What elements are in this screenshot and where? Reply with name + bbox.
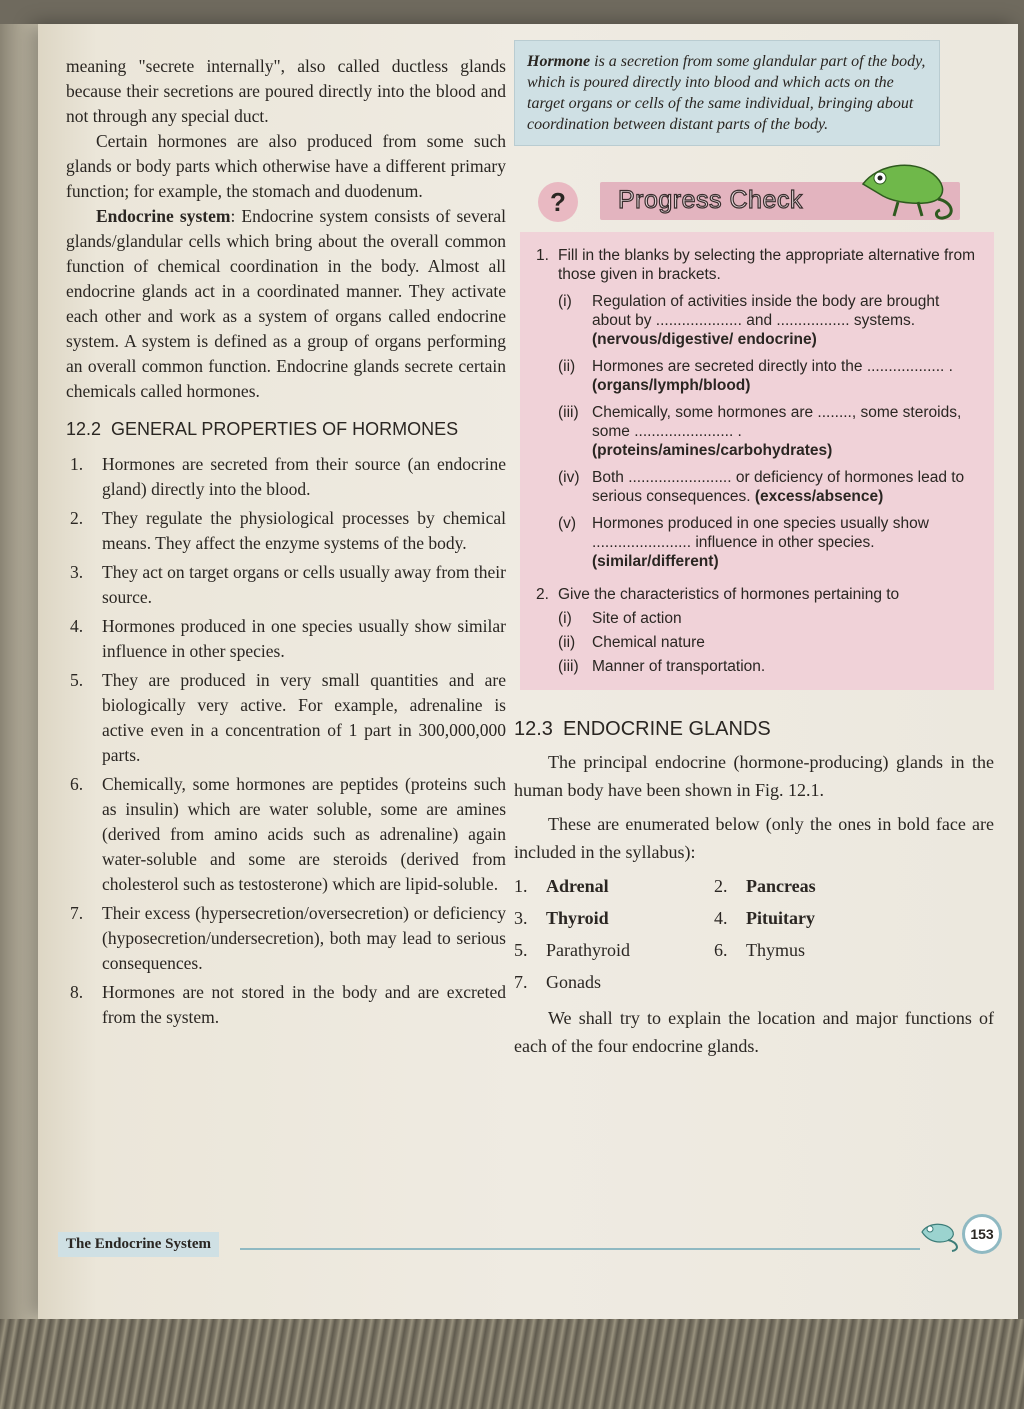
gland-name: Thyroid bbox=[546, 908, 609, 928]
gland-number: 3. bbox=[514, 908, 528, 928]
blank-item-choices: (similar/different) bbox=[592, 553, 719, 570]
properties-list bbox=[66, 452, 506, 1030]
question-2-number: 2. bbox=[536, 586, 549, 603]
gland-item bbox=[714, 936, 914, 964]
question-mark-icon: ? bbox=[538, 182, 578, 222]
gland-item bbox=[514, 904, 714, 932]
property-number: 4. bbox=[70, 616, 84, 636]
right-column bbox=[514, 40, 994, 1060]
characteristic-text: Site of action bbox=[592, 610, 682, 627]
blank-item-text: Hormones are secreted directly into the .................. . bbox=[592, 358, 953, 375]
progress-check-header bbox=[514, 174, 994, 232]
property-text: They regulate the physiological processes by chemical means. They affect the enzyme systems of the body. bbox=[102, 508, 506, 553]
property-text: They act on target organs or cells usually away from their source. bbox=[102, 562, 506, 607]
blank-item bbox=[536, 403, 980, 460]
footer-rule bbox=[240, 1248, 920, 1250]
characteristic-item bbox=[558, 633, 980, 652]
property-text: Hormones are secreted from their source (an endocrine gland) directly into the blood. bbox=[102, 454, 506, 499]
definition-text: is a secretion from some glandular part of the body, which is poured directly into blood and which acts on the target organs or cells of the same individual, bringing about coordination between distant parts of the body. bbox=[527, 53, 926, 133]
gland-name: Adrenal bbox=[546, 876, 609, 896]
gland-name: Gonads bbox=[546, 972, 601, 992]
question-2 bbox=[536, 585, 980, 604]
page-edges-below bbox=[0, 1319, 1024, 1409]
section-title: GENERAL PROPERTIES OF HORMONES bbox=[111, 419, 459, 439]
blank-item-text: Regulation of activities inside the body are brought about by .................... and ................. systems. bbox=[592, 293, 940, 329]
property-number: 1. bbox=[70, 454, 84, 474]
question-2-text: Give the characteristics of hormones pertaining to bbox=[558, 586, 900, 603]
blank-item-number: (iii) bbox=[558, 404, 579, 421]
property-item bbox=[66, 614, 506, 664]
hormone-definition-box bbox=[514, 40, 940, 146]
blank-item bbox=[536, 514, 980, 571]
question-1 bbox=[536, 246, 980, 284]
left-column bbox=[66, 54, 506, 1034]
blank-item-choices: (excess/absence) bbox=[754, 488, 884, 505]
blank-item-body bbox=[592, 514, 980, 571]
property-text: Hormones are not stored in the body and are excreted from the system. bbox=[102, 982, 506, 1027]
gland-item bbox=[714, 904, 914, 932]
blank-item-choices: (organs/lymph/blood) bbox=[592, 377, 751, 394]
gland-number: 7. bbox=[514, 972, 528, 992]
question-1-items bbox=[536, 292, 980, 571]
endocrine-system-paragraph bbox=[66, 204, 506, 404]
gland-item bbox=[714, 872, 914, 900]
chapter-label: The Endocrine System bbox=[58, 1232, 219, 1257]
blank-item-number: (iv) bbox=[558, 469, 580, 486]
blank-item-text: Both ........................ or deficiency of hormones lead to serious consequences. bbox=[592, 469, 965, 505]
gland-number: 1. bbox=[514, 876, 528, 896]
blank-item-number: (i) bbox=[558, 293, 572, 310]
blank-item-text: Chemically, some hormones are ........, some steroids, some ....................... . bbox=[592, 404, 962, 440]
section-3-paragraph-1: The principal endocrine (hormone-producing) glands in the human body have been shown in Fig. 12.1. bbox=[514, 752, 994, 800]
property-number: 8. bbox=[70, 982, 84, 1002]
section-number: 12.2 bbox=[66, 419, 102, 439]
blank-item-body bbox=[592, 292, 980, 349]
section-3-number: 12.3 bbox=[514, 718, 553, 740]
property-text: Their excess (hypersecretion/oversecretion) or deficiency (hyposecretion/undersecretion), both may lead to serious consequences. bbox=[102, 903, 506, 973]
definition-term: Hormone bbox=[527, 53, 591, 70]
gland-item bbox=[514, 872, 714, 900]
blank-item bbox=[536, 292, 980, 349]
blank-item bbox=[536, 357, 980, 395]
property-number: 6. bbox=[70, 774, 84, 794]
property-item bbox=[66, 452, 506, 502]
blank-item-body bbox=[592, 468, 980, 506]
characteristic-text: Manner of transportation. bbox=[592, 658, 766, 675]
property-text: They are produced in very small quantities and are biologically very active. For example, adrenaline is active even in a concentration of 1 part in 300,000,000 parts. bbox=[102, 670, 506, 765]
gland-number: 5. bbox=[514, 940, 528, 960]
question-1-text: Fill in the blanks by selecting the appropriate alternative from those given in brackets. bbox=[558, 247, 975, 283]
property-text: Hormones produced in one species usually show similar influence in other species. bbox=[102, 616, 506, 661]
characteristic-item bbox=[558, 657, 980, 676]
property-item bbox=[66, 560, 506, 610]
property-number: 2. bbox=[70, 508, 84, 528]
gland-item bbox=[514, 936, 714, 964]
property-item bbox=[66, 772, 506, 897]
endocrine-system-text: : Endocrine system consists of several glands/glandular cells which bring about the overall common function of chemical coordination in the body. Almost all endocrine glands act in a coordinated manner. They activate each other and work as a system of organs called endocrine system. A system is defined as a group of organs performing an overall common function. Endocrine glands secrete certain chemicals called hormones. bbox=[66, 206, 506, 401]
characteristic-number: (ii) bbox=[558, 634, 576, 651]
property-item bbox=[66, 668, 506, 768]
chameleon-icon bbox=[858, 144, 958, 224]
blank-item-body bbox=[592, 403, 980, 460]
blank-item-choices: (proteins/amines/carbohydrates) bbox=[592, 442, 833, 459]
blank-item-text: Hormones produced in one species usually show ....................... influence in other species. bbox=[592, 515, 929, 551]
section-12-3-heading bbox=[514, 716, 994, 742]
gland-name: Parathyroid bbox=[546, 940, 630, 960]
gland-number: 2. bbox=[714, 876, 728, 896]
intro-paragraph: meaning "secrete internally", also called ductless glands because their secretions are poured directly into the blood and not through any special duct. bbox=[66, 56, 506, 126]
blank-item-choices: (nervous/digestive/ endocrine) bbox=[592, 331, 817, 348]
blank-item-number: (v) bbox=[558, 515, 577, 532]
blank-item-body bbox=[592, 357, 980, 395]
gland-name: Pancreas bbox=[746, 876, 816, 896]
characteristic-text: Chemical nature bbox=[592, 634, 705, 651]
property-item bbox=[66, 506, 506, 556]
glands-list bbox=[514, 872, 994, 996]
section-12-2-heading bbox=[66, 416, 506, 442]
property-item bbox=[66, 901, 506, 976]
section-12-3 bbox=[514, 716, 994, 1060]
section-3-paragraph-2: These are enumerated below (only the ones in bold face are included in the syllabus): bbox=[514, 814, 994, 862]
characteristic-number: (i) bbox=[558, 610, 572, 627]
gland-name: Thymus bbox=[746, 940, 806, 960]
gland-number: 6. bbox=[714, 940, 728, 960]
characteristic-item bbox=[558, 609, 980, 628]
question-2-items bbox=[536, 609, 980, 676]
gland-name: Pituitary bbox=[746, 908, 815, 928]
property-number: 7. bbox=[70, 903, 84, 923]
section-3-title: ENDOCRINE GLANDS bbox=[562, 718, 771, 740]
gland-item bbox=[514, 968, 714, 996]
gland-number: 4. bbox=[714, 908, 728, 928]
endocrine-system-term: Endocrine system bbox=[96, 206, 231, 226]
small-chameleon-icon bbox=[918, 1214, 962, 1254]
progress-check-title: Progress Check bbox=[618, 186, 803, 214]
characteristic-number: (iii) bbox=[558, 658, 579, 675]
property-number: 3. bbox=[70, 562, 84, 582]
page-number: 153 bbox=[962, 1214, 1002, 1254]
blank-item-number: (ii) bbox=[558, 358, 576, 375]
property-text: Chemically, some hormones are peptides (proteins such as insulin) which are water soluble, some are amines (derived from amino acids such as adrenaline) again water-soluble and some are steroids (derived from cholesterol such as testosterone) which are lipid-soluble. bbox=[102, 774, 506, 894]
blank-item bbox=[536, 468, 980, 506]
section-3-paragraph-3: We shall try to explain the location and major functions of each of the four endocrine glands. bbox=[514, 1008, 994, 1056]
other-glands-paragraph: Certain hormones are also produced from some such glands or body parts which otherwise have a different primary function; for example, the stomach and duodenum. bbox=[66, 131, 506, 201]
property-item bbox=[66, 980, 506, 1030]
question-1-number: 1. bbox=[536, 247, 549, 264]
property-number: 5. bbox=[70, 670, 84, 690]
progress-check-box bbox=[520, 232, 994, 690]
